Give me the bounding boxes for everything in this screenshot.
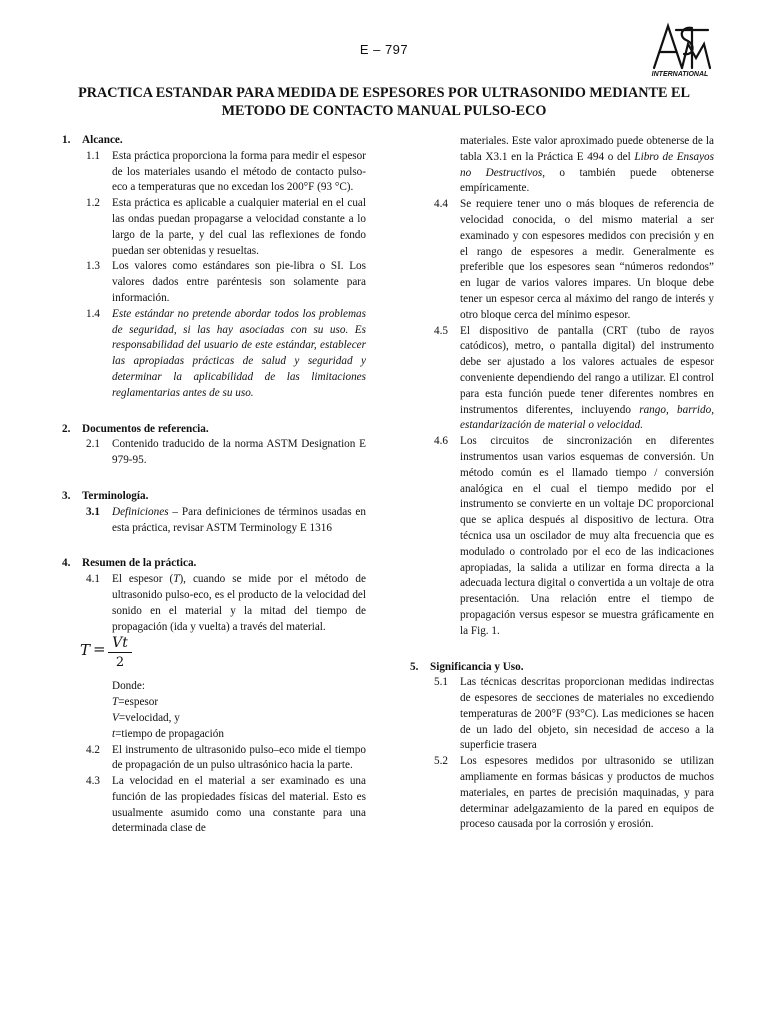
- paragraph: 4.6 Los circuitos de sincronización en diferentes instrumentos usan varios esquemas de conversión. Un método común es el llamado tiempo / conversión analógica en el cual el tiempo medido por el instrumento se convierte en un voltaje DC proporcional que se aplica después al dispositivo de lectura. Otra técnica usa un oscilador de muy alta frecuencia que es modulado o controlado por el eco de las indicaciones apropiadas, la salida a utilizar en forma directa a la adecuada lectura digital o convertida a un voltaje de otra presentación. Una relación entre el tiempo de propagación versus espesor se muestra gráficamente en la Fig. 1.: [434, 435, 714, 637]
- paragraph: 5.1 Las técnicas descritas proporcionan medidas indirectas de espesores de secciones de materiales no excediendo temperaturas de 200°F (93°C). Las mediciones se hacen de un lado del objeto, sin necesidad de acceso a la superficie trasera: [434, 676, 714, 752]
- paragraph: 4.2 El instrumento de ultrasonido pulso–eco mide el tiempo de propagación de un pulso ultrasónico hacia la parte.: [86, 743, 366, 772]
- logo-subtitle: INTERNATIONAL: [651, 71, 709, 78]
- document-title: [40, 84, 728, 120]
- title-line-2: METODO DE CONTACTO MANUAL PULSO-ECO: [221, 103, 547, 119]
- right-column: [410, 134, 714, 833]
- document-code: E – 797: [359, 42, 409, 57]
- left-column: [62, 133, 366, 837]
- definition-v: V=velocidad, y: [112, 711, 180, 724]
- paragraph: 3.1 Definiciones – Para definiciones de términos usadas en esta práctica, revisar ASTM Terminology E 1316: [86, 505, 366, 534]
- paragraph: 1.3 Los valores como estándares son pie-libra o SI. Los valores dados entre paréntesis son solamente para información.: [86, 260, 366, 304]
- definition-time: t=tiempo de propagación: [112, 727, 224, 740]
- paragraph-continuation: materiales. Este valor aproximado puede obtenerse de la tabla X3.1 en la Práctica E 494 o del Libro de Ensayos no Destructivos, o también puede obtenerse empíricamente.: [460, 135, 714, 195]
- section-heading: 5. Significancia y Uso.: [410, 660, 524, 673]
- paragraph: 4.4 Se requiere tener uno o más bloques de referencia de velocidad conocida, o del mismo material a ser examinado y con espesores medidos con precisión y en el rango de espesores a medir. Generalmente es preferible que los espesores sean “números redondos” en lugar de varios valores impares. Un bloque debe tener un espesor cerca al máximo del rango de interés y otro bloque cerca del mínimo espesor.: [434, 198, 714, 321]
- section-heading: 3. Terminología.: [62, 489, 149, 502]
- section-heading: 4. Resumen de la práctica.: [62, 557, 197, 570]
- paragraph: 1.4 Este estándar no pretende abordar todos los problemas de seguridad, si las hay asociadas con su uso. Es responsabilidad del usuario de este estándar, establecer las apropiadas prácticas de salud y seguridad y determinar la aplicabilidad de las limitaciones reglamentarias antes de su uso.: [86, 307, 366, 399]
- paragraph: 1.2 Esta práctica es aplicable a cualquier material en el cual las ondas puedan propagarse a velocidad constante a lo largo de la parte, y del cual las reflexiones de fondo puedan ser obtenidas y resueltas.: [86, 197, 366, 257]
- definition-t: T=espesor: [112, 696, 159, 709]
- paragraph: 4.1 El espesor (T), cuando se mide por el método de ultrasonido pulso-eco, es el producto de la velocidad del sonido en el material y la mitad del tiempo de propagación (ida y vuelta) a través del material.: [86, 573, 366, 633]
- section-heading: 1. Alcance.: [62, 134, 123, 146]
- paragraph: 1.1 Esta práctica proporciona la forma para medir el espesor de los materiales usando el método de contacto pulso-eco a temperaturas que no excedan los 200°F (93 °C).: [86, 149, 366, 194]
- title-line-1: PRACTICA ESTANDAR PARA MEDIDA DE ESPESORES POR ULTRASONIDO MEDIANTE EL: [78, 85, 690, 101]
- paragraph: 5.2 Los espesores medidos por ultrasonido se utilizan ampliamente en formas básicas y productos de muchos materiales, en partes de precisión maquinadas, y para determinar adelgazamiento de la pared en equipos de proceso causada por la corrosión y erosión.: [434, 755, 714, 831]
- paragraph: 4.5 El dispositivo de pantalla (CRT (tubo de rayos catódicos), metro, o pantalla digital) del instrumento debe ser ajustado a los valores actuales de espesor conveniente dependiendo del rango a utilizar. El control para esta función puede tener diferentes nombres en instrumentos diferentes, incluyendo rango, barrido, estandarización de material o velocidad.: [434, 324, 714, 432]
- astm-logo: [646, 18, 714, 78]
- thickness-formula: T = Vt 2: [80, 635, 366, 679]
- section-heading: 2. Documentos de referencia.: [62, 422, 209, 435]
- formula-where-label: Donde:: [112, 680, 145, 693]
- paragraph: 2.1 Contenido traducido de la norma ASTM Designation E 979-95.: [86, 438, 366, 467]
- paragraph: 4.3 La velocidad en el material a ser examinado es una función de las propiedades físicas del material. Esto es usualmente asumido como una constante para una determinada clase de: [86, 775, 366, 835]
